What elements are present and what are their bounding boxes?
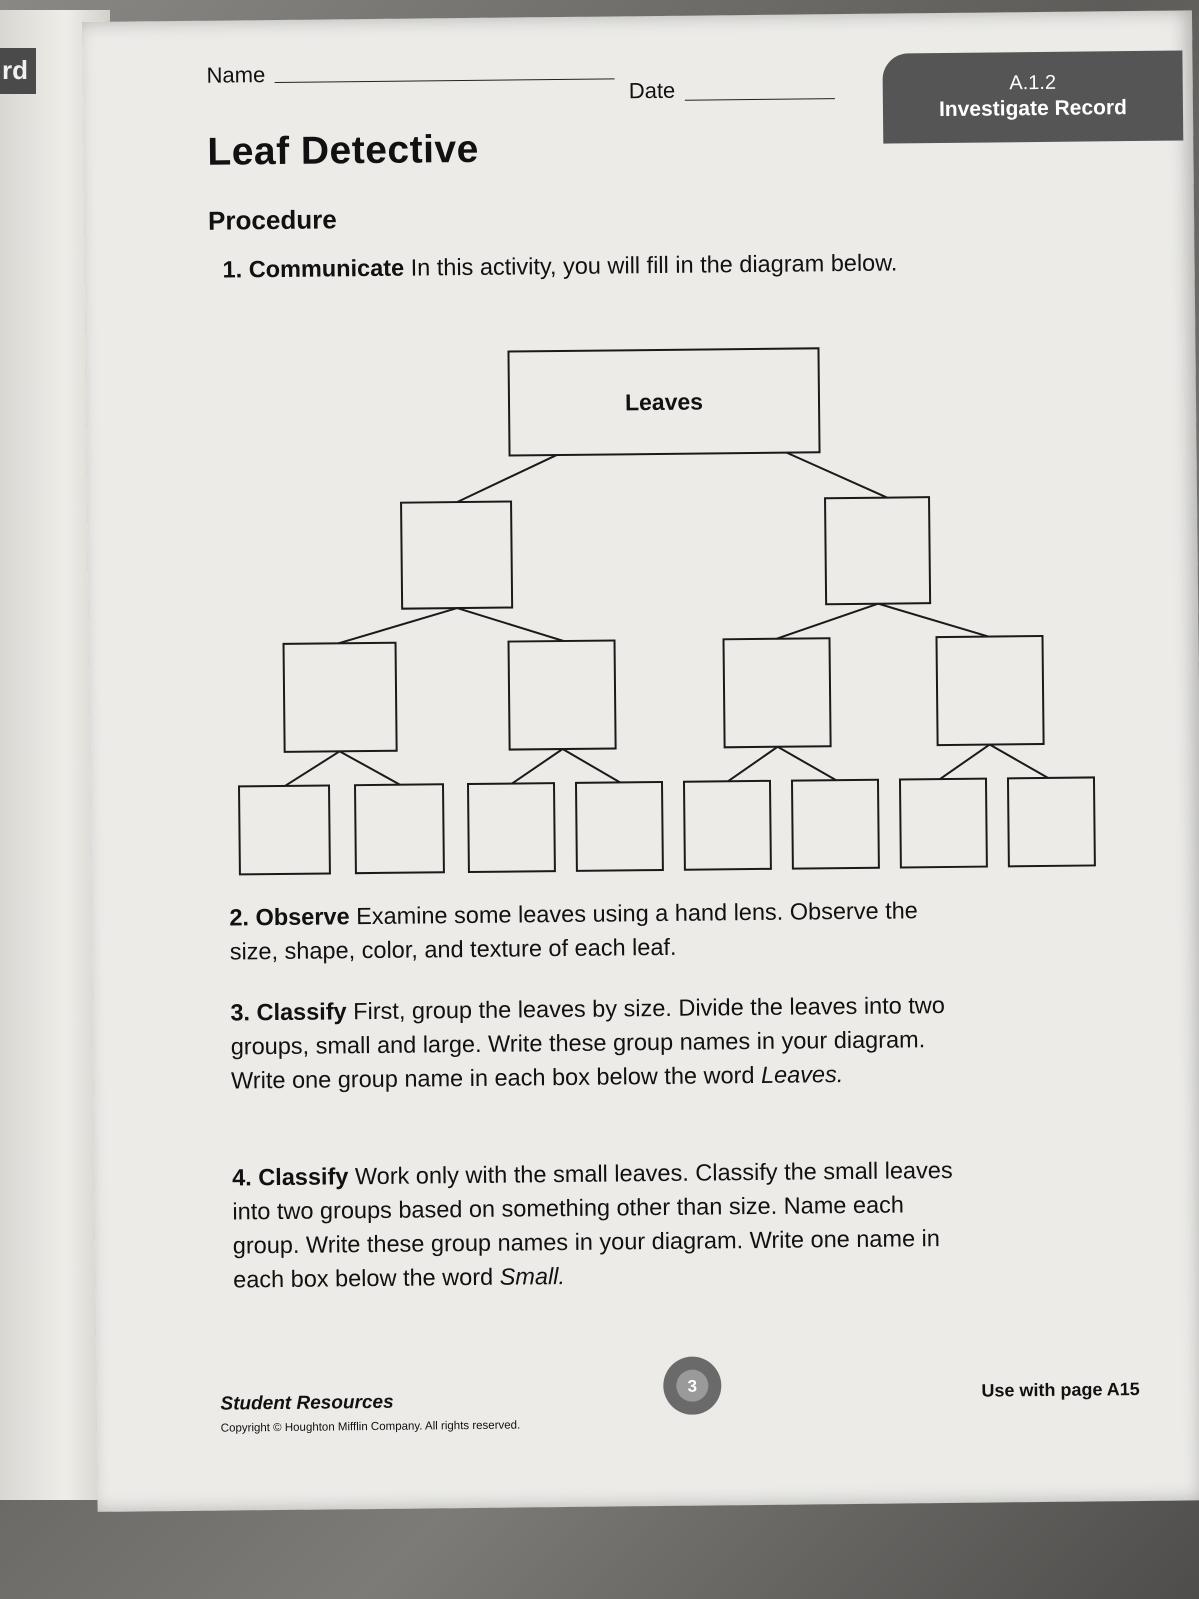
connector: [776, 604, 878, 639]
subgroup-box-1: [284, 643, 397, 752]
connector: [990, 744, 1048, 779]
classification-tree-diagram: [225, 333, 1111, 882]
connector: [778, 746, 836, 781]
group-box-right: [825, 497, 930, 604]
group-box-left: [401, 502, 512, 609]
step-3-text: First, group the leaves by size. Divide the leaves into two groups, small and large. Write these group names in your diagram. Write one group name in each box below the word: [230, 992, 945, 1094]
step-3-keyword: Classify: [256, 998, 347, 1026]
leaf-box-5: [684, 781, 771, 870]
root-label: Leaves: [624, 388, 704, 416]
step-1: [222, 245, 922, 286]
connector: [457, 607, 563, 642]
previous-page-tab: rd: [0, 48, 36, 94]
connector: [512, 749, 563, 784]
step-4-emphasis: Small.: [499, 1263, 566, 1290]
date-line: [685, 98, 835, 101]
step-1-keyword: Communicate: [248, 254, 405, 283]
record-tab: [882, 50, 1183, 143]
record-type: Investigate Record: [938, 96, 1128, 122]
step-2: [229, 893, 930, 968]
step-2-number: 2.: [229, 904, 250, 931]
subgroup-box-4: [936, 636, 1043, 745]
leaf-box-7: [900, 779, 987, 868]
connector: [285, 751, 340, 786]
step-2-text: Examine some leaves using a hand lens. Observe the size, shape, color, and texture of each leaf.: [229, 897, 918, 965]
name-line: [275, 78, 615, 83]
leaf-box-2: [355, 784, 444, 873]
leaf-box-6: [792, 780, 879, 869]
step-2-keyword: Observe: [255, 903, 350, 931]
footer-student-resources: Student Resources: [220, 1391, 394, 1415]
leaf-box-4: [576, 782, 663, 871]
connector: [728, 747, 778, 782]
procedure-heading: Procedure: [207, 204, 337, 236]
worksheet-page: [82, 10, 1199, 1512]
step-4-number: 4.: [231, 1164, 252, 1191]
step-4-text: Work only with the small leaves. Classify the small leaves into two groups based on something other than size. Name each group. Write these group names in your diagram. Write one name in each box below the word: [232, 1156, 953, 1293]
leaf-box-3: [468, 783, 555, 872]
sunflower-page-badge: [662, 1355, 723, 1416]
step-3-number: 3.: [230, 999, 251, 1026]
step-1-text: In this activity, you will fill in the diagram below.: [410, 249, 898, 281]
subgroup-box-2: [509, 640, 616, 749]
step-4-keyword: Classify: [258, 1163, 349, 1191]
name-label: Name: [206, 62, 266, 88]
connector: [787, 452, 887, 499]
page-number: 3: [687, 1376, 698, 1396]
connector: [340, 751, 400, 786]
connector: [457, 455, 557, 502]
connector: [563, 748, 620, 783]
leaf-box-1: [239, 785, 330, 874]
subgroup-box-3: [723, 638, 830, 747]
date-label: Date: [628, 77, 676, 104]
step-3: [230, 988, 951, 1098]
connector: [338, 608, 457, 643]
connector: [878, 603, 988, 638]
leaf-box-8: [1008, 777, 1095, 866]
footer-copyright: Copyright © Houghton Mifflin Company. All rights reserved.: [220, 1419, 521, 1435]
connector: [940, 745, 990, 780]
step-4: [232, 1153, 973, 1297]
footer-use-with-page: Use with page A15: [981, 1378, 1140, 1401]
record-code: A.1.2: [1009, 71, 1057, 95]
step-3-emphasis: Leaves.: [760, 1061, 844, 1088]
page-title: Leaf Detective: [207, 127, 480, 174]
step-1-number: 1.: [222, 256, 243, 283]
